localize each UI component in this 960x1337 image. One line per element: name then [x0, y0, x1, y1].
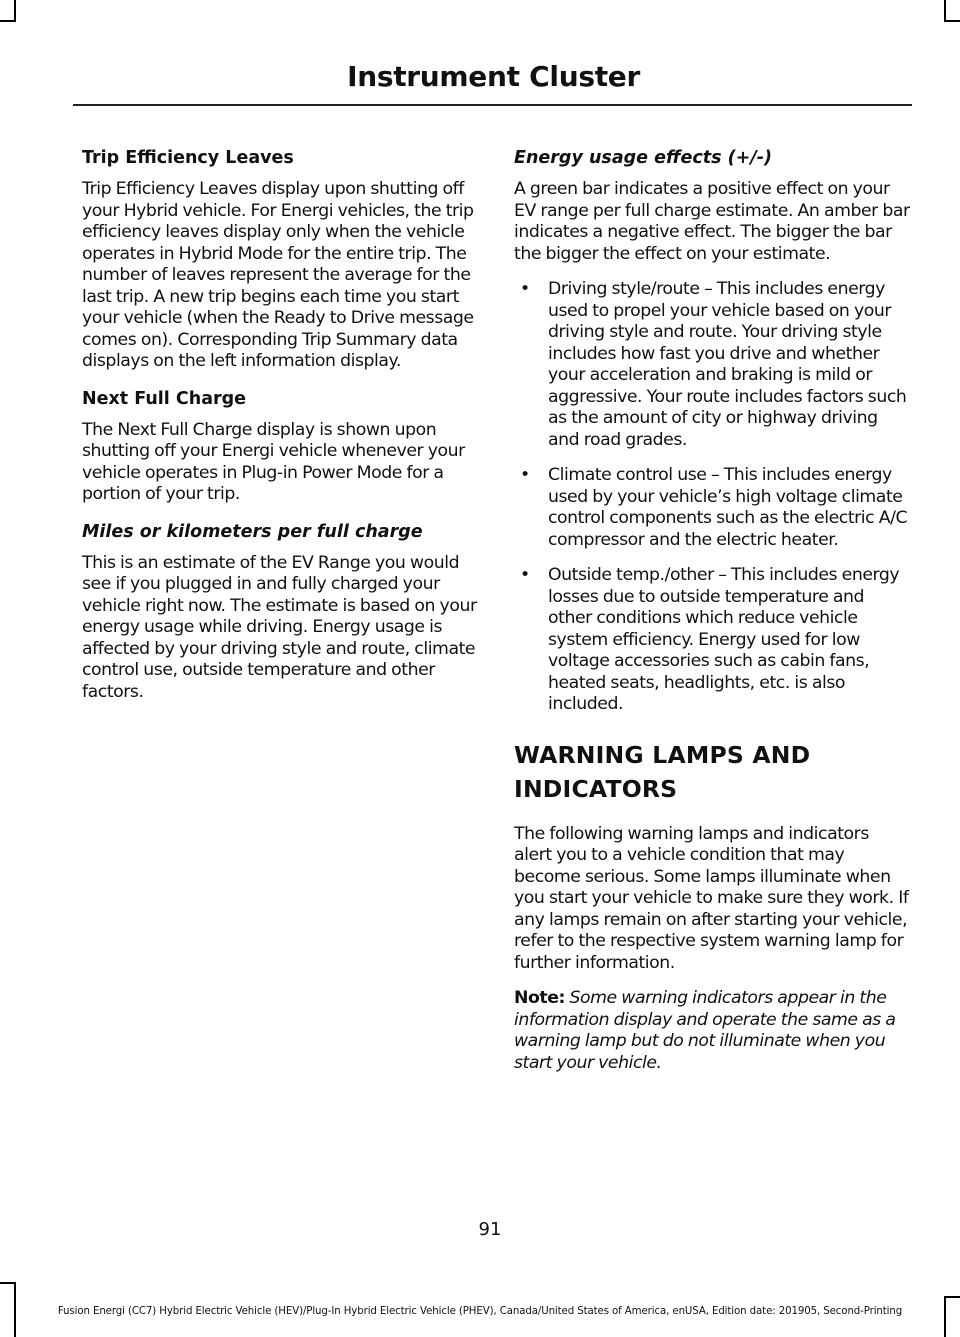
- heading-miles-per-full-charge: Miles or kilometers per full charge: [82, 521, 423, 542]
- heading-next-full-charge: Next Full Charge: [82, 388, 247, 409]
- note-label: Note:: [514, 988, 565, 1008]
- bullet-marker: •: [520, 565, 530, 585]
- crop-mark: [0, 1282, 16, 1284]
- left-column: [82, 146, 478, 717]
- list-item: [514, 465, 910, 551]
- page-header-title: Instrument Cluster: [347, 60, 640, 93]
- paragraph-energy-usage-effects: A green bar indicates a positive effect on your EV range per full charge estimate. An amber bar indicates a negative effect. The bigger the bar the bigger the effect on your estimate.: [514, 179, 910, 264]
- crop-mark: [944, 20, 960, 22]
- list-item: [514, 565, 910, 716]
- bullet-marker: •: [520, 465, 530, 485]
- page-footer: Fusion Energi (CC7) Hybrid Electric Vehicle (HEV)/Plug-In Hybrid Electric Vehicle (PHEV), Canada/United States of America, enUSA, Edition date: 201905, Second-Printing: [57, 1306, 903, 1317]
- note-paragraph: [514, 988, 910, 1074]
- paragraph-miles-per-full-charge: This is an estimate of the EV Range you would see if you plugged in and fully charged your vehicle right now. The estimate is based on your energy usage while driving. Energy usage is affected by your driving style and route, climate control use, outside temperature and other factors.: [82, 552, 477, 702]
- list-item-text: Climate control use – This includes energy used by your vehicle’s high voltage climate control components such as the electric A/C compressor and the electric heater.: [548, 465, 908, 550]
- crop-mark: [0, 20, 16, 22]
- section-heading-warning-lamps: WARNING LAMPS AND INDICATORS: [514, 740, 811, 803]
- list-item: [514, 279, 910, 451]
- heading-energy-usage-effects: Energy usage effects (+/-): [514, 148, 772, 168]
- heading-trip-efficiency-leaves: Trip Efficiency Leaves: [82, 148, 294, 168]
- paragraph-trip-efficiency-leaves: Trip Efficiency Leaves display upon shutting off your Hybrid vehicle. For Energi vehicles, the trip efficiency leaves display only when the vehicle operates in Hybrid Mode for the entire trip. The number of leaves represent the average for the last trip. A new trip begins each time you start your vehicle (when the Ready to Drive message comes on). Corresponding Trip Summary data displays on the left information display.: [82, 179, 474, 371]
- paragraph-warning-lamps: The following warning lamps and indicators alert you to a vehicle condition that may become serious. Some lamps illuminate when you start your vehicle to make sure they work. If any lamps remain on after starting your vehicle, refer to the respective system warning lamp for further information.: [514, 823, 909, 973]
- crop-mark: [944, 0, 946, 22]
- note-text: Some warning indicators appear in the information display and operate the same as a warning lamp but do not illuminate when you start your vehicle.: [514, 988, 896, 1073]
- list-item-text: Driving style/route – This includes energy used to propel your vehicle based on your driving style and route. Your driving style includes how fast you drive and whether your acceleration and braking is mild or aggressive. Your route includes factors such as the amount of city or highway driving and road grades.: [548, 279, 907, 450]
- bullet-list: [514, 279, 910, 716]
- page-number: 91: [478, 1219, 502, 1240]
- right-column: [514, 146, 910, 1088]
- crop-mark: [14, 0, 16, 22]
- paragraph-next-full-charge: The Next Full Charge display is shown upon shutting off your Energi vehicle whenever your vehicle operates in Plug-in Power Mode for a portion of your trip.: [82, 419, 465, 504]
- bullet-marker: •: [520, 279, 530, 299]
- header-divider: [73, 104, 912, 106]
- crop-mark: [944, 1296, 960, 1298]
- list-item-text: Outside temp./other – This includes energy losses due to outside temperature and other conditions which reduce vehicle system efficiency. Energy used for low voltage accessories such as cabin fans, heated seats, headlights, etc. is also included.: [548, 565, 900, 714]
